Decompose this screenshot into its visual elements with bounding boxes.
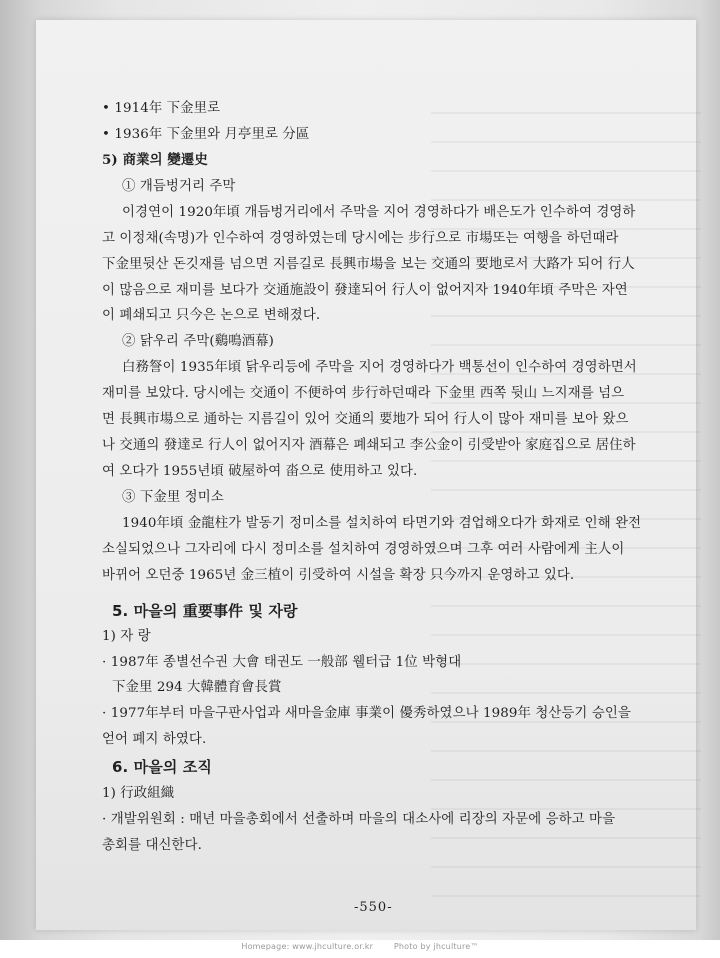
text-line: 고 이정채(속명)가 인수하여 경영하였는데 당시에는 步行으로 市場또는 여행을 하던때라	[102, 231, 619, 246]
text-line: · 1977年부터 마을구판사업과 새마을金庫 事業이 優秀하였으나 1989年 청산등기 승인을	[102, 706, 631, 721]
text-line: 1940年頃 金龍柱가 발동기 정미소를 설치하여 타면기와 겸업해오다가 화재로 인해 완전	[122, 516, 642, 531]
text-line: • 1936年 下金里와 月亭里로 分區	[102, 127, 310, 142]
text-line: 白務詧이 1935年頃 닭우리등에 주막을 지어 경영하다가 백통선이 인수하여 경영하면서	[122, 360, 637, 375]
text-line: 이경연이 1920年頃 개듬벙거리에서 주막을 지어 경영하다가 배은도가 인수하여 경영하	[122, 205, 636, 220]
section-heading: 5. 마을의 重要事件 및 자랑	[112, 602, 298, 620]
text-line: · 1987年 종별선수권 大會 태권도 一般部 웰터급 1位 박형대	[102, 655, 462, 670]
text-line: 바뀌어 오던중 1965년 金三植이 引受하여 시설을 확장 只今까지 운영하고 있다.	[102, 568, 575, 583]
text-line: 下金里 294 大韓體育會長賞	[112, 680, 282, 695]
homepage-credit: Homepage: www.jhculture.or.kr	[241, 942, 374, 951]
text-line: 下金里뒷산 돈깃재를 넘으면 지름길로 長興市場을 보는 交通의 要地로서 大路가 되어 行人	[102, 257, 635, 272]
text-line: 여 오다가 1955년頃 破屋하여 畓으로 使用하고 있다.	[102, 464, 418, 479]
document-page	[36, 20, 696, 930]
text-line: • 1914年 下金里로	[102, 101, 221, 116]
text-line: 면 長興市場으로 通하는 지름길이 있어 交通의 要地가 되어 行人이 많아 재미를 보아 왔으	[102, 412, 629, 427]
text-line: · 개발위원회 : 매년 마을총회에서 선출하며 마을의 대소사에 리장의 자문에 응하고 마을	[102, 812, 616, 827]
text-line: 얻어 폐지 하였다.	[102, 732, 207, 747]
page-number: -550-	[354, 900, 393, 915]
text-line: 총회를 대신한다.	[102, 838, 202, 853]
text-line: 이 폐쇄되고 只今은 논으로 변해졌다.	[102, 308, 321, 323]
photo-credit-footer	[0, 942, 720, 958]
subsection-heading: 1) 자 랑	[102, 629, 151, 644]
item-heading: ② 닭우리 주막(鷄鳴酒幕)	[122, 334, 274, 349]
page-content	[36, 20, 696, 930]
photo-credit: Photo by jhculture™	[393, 942, 479, 951]
item-heading: ① 개듬벙거리 주막	[122, 179, 236, 194]
text-line: 재미를 보았다. 당시에는 交通이 不便하여 步行하던때라 下金里 西쪽 뒷山 느지재를 넘으	[102, 386, 625, 401]
subsection-heading: 5) 商業의 變遷史	[102, 152, 208, 168]
item-heading: ③ 下金里 정미소	[122, 490, 224, 505]
text-line: 나 交通의 發達로 行人이 없어지자 酒幕은 폐쇄되고 李公金이 引受받아 家庭집으로 居住하	[102, 438, 636, 453]
section-heading: 6. 마을의 조직	[112, 758, 212, 776]
subsection-heading: 1) 行政組織	[102, 786, 175, 801]
text-line: 이 많음으로 재미를 보다가 交通施設이 發達되어 行人이 없어지자 1940年頃 주막은 자연	[102, 283, 628, 298]
text-line: 소실되었으나 그자리에 다시 정미소를 설치하여 경영하였으며 그후 여러 사람에게 主人이	[102, 542, 625, 557]
